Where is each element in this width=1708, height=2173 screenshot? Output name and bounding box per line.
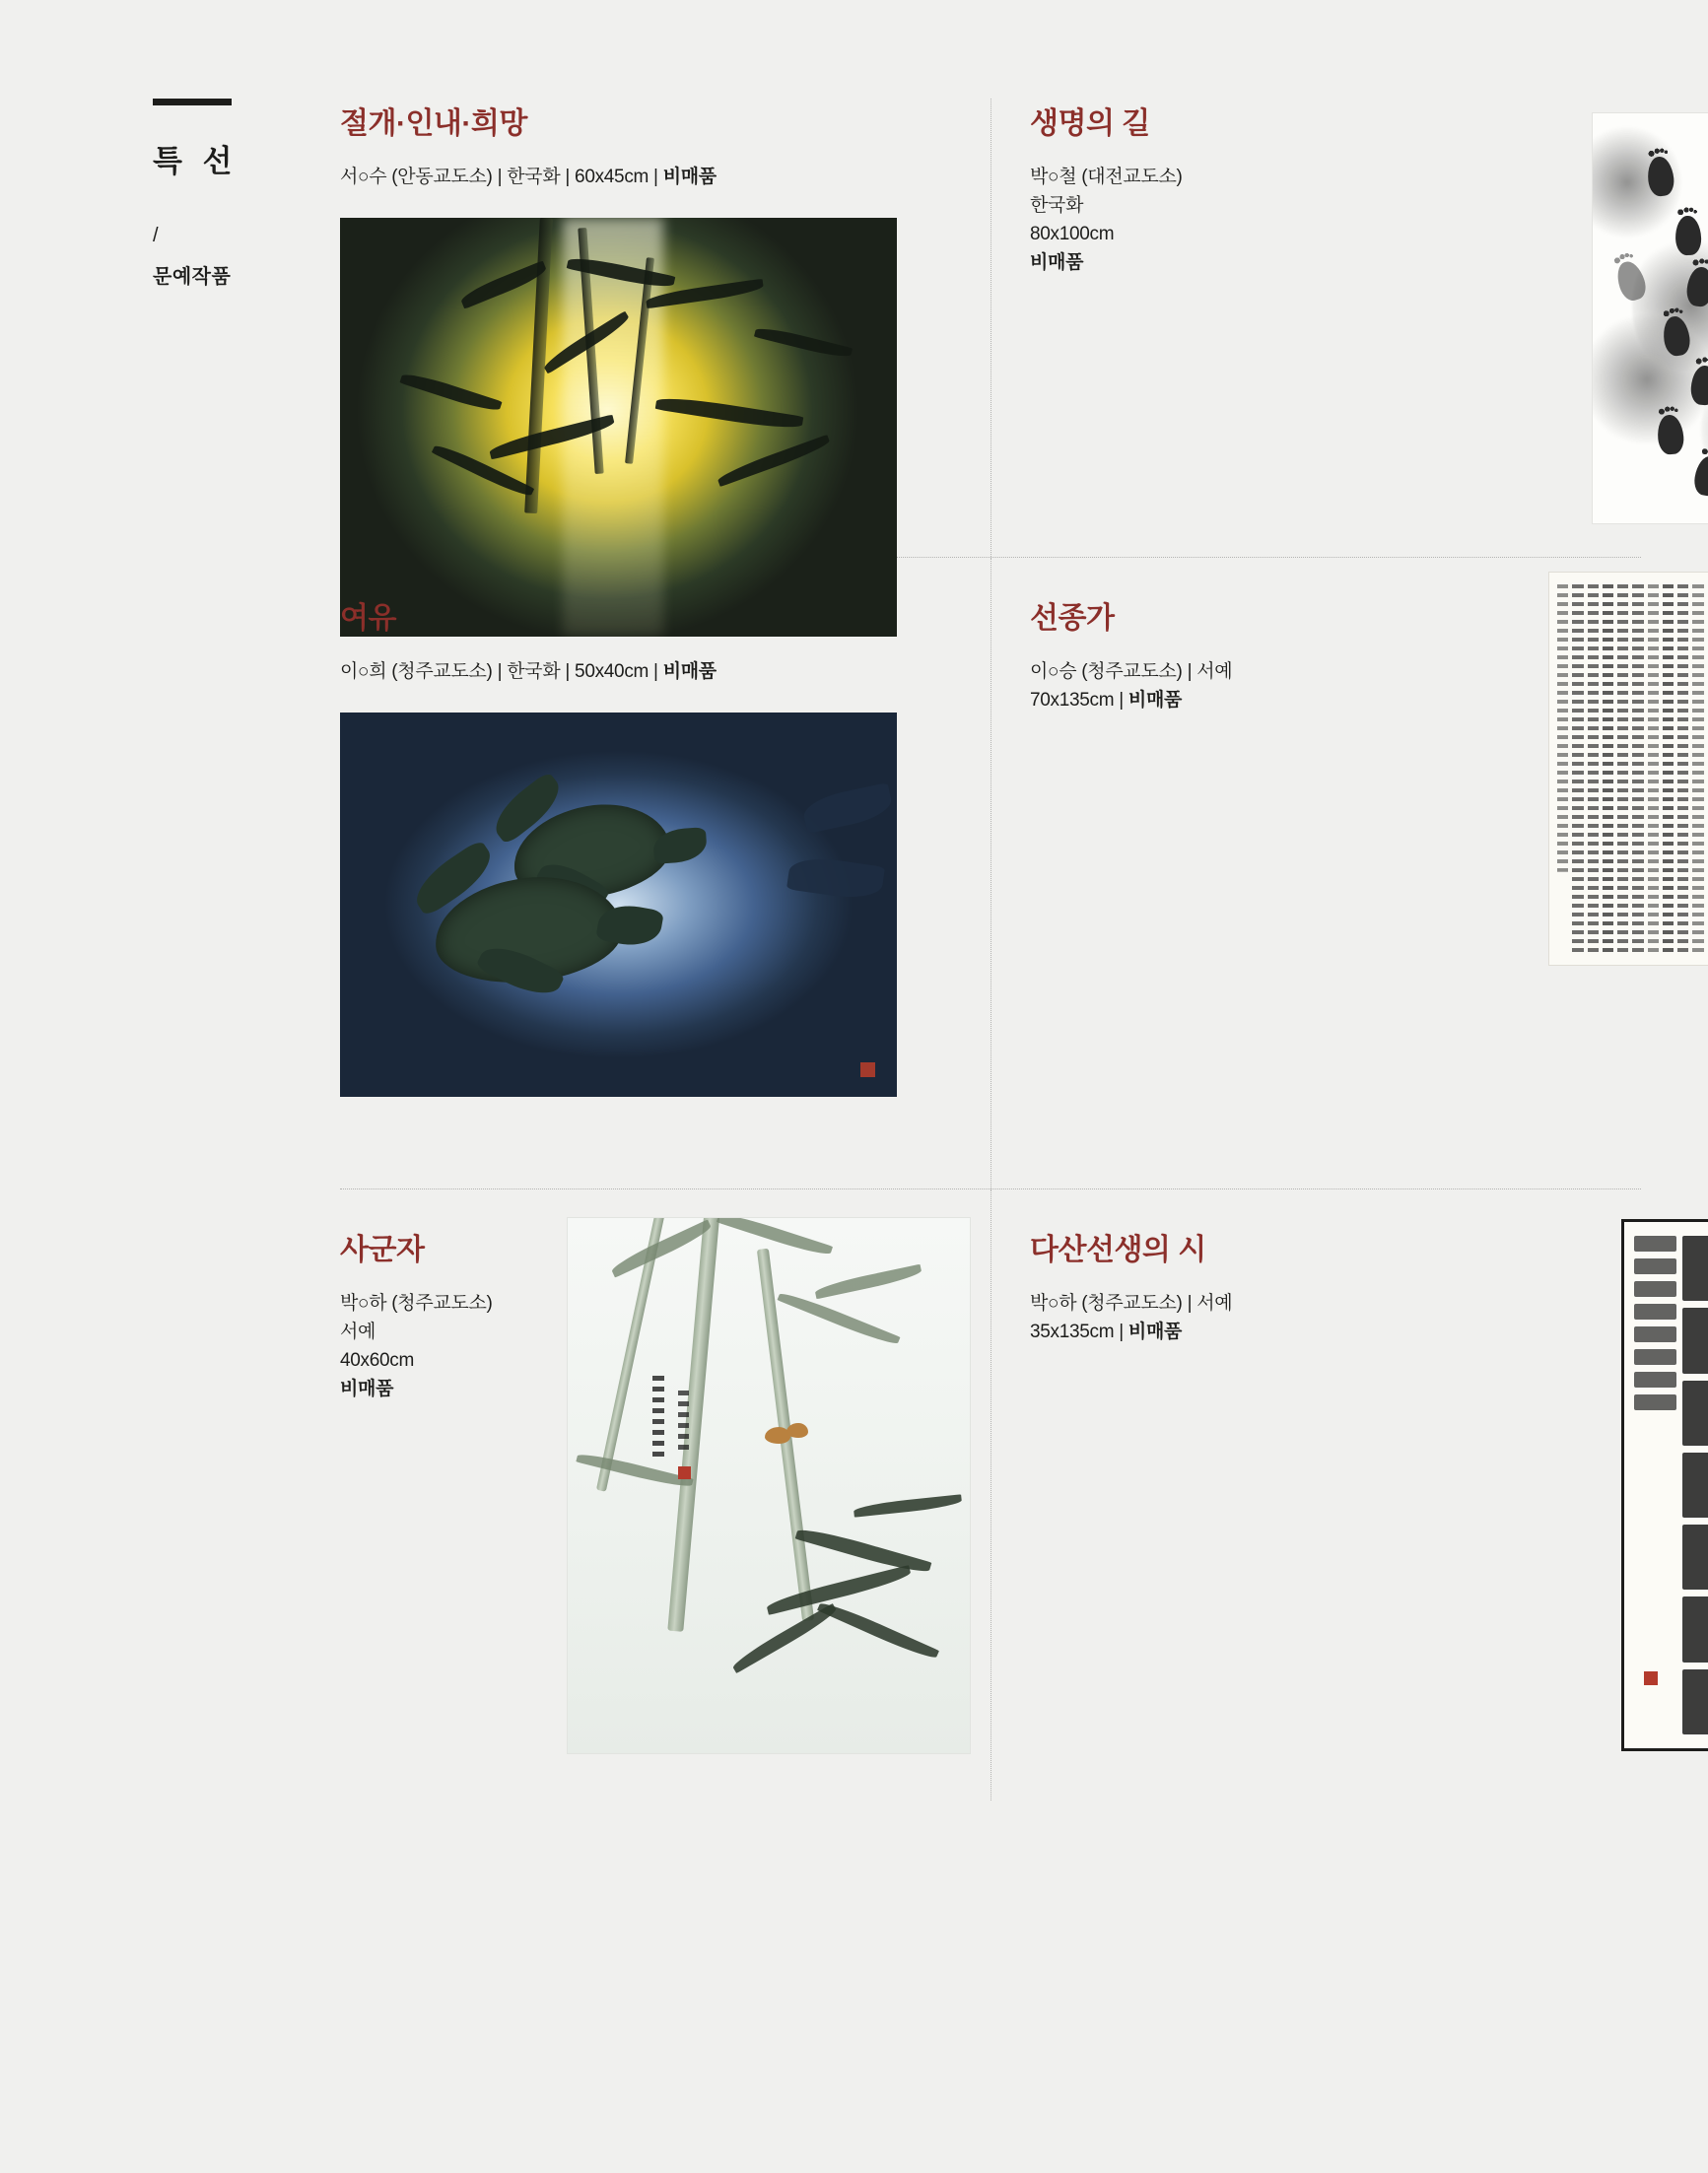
- artwork-row: [340, 558, 1641, 1188]
- signature-calligraphy: [652, 1376, 664, 1460]
- hanja-glyph: [1682, 1453, 1708, 1518]
- artwork-size: 40x60cm: [340, 1349, 414, 1371]
- bamboo-leaf: [777, 1289, 900, 1348]
- artwork-size: 35x135cm: [1030, 1321, 1115, 1342]
- section-divider-slash: /: [153, 225, 159, 247]
- footprint: [1674, 216, 1701, 256]
- artwork-artist: 이○승 (청주교도소): [1030, 661, 1183, 682]
- section-subtitle: 문예작품: [153, 266, 232, 289]
- artwork-meta: [1030, 1290, 1641, 1347]
- meta-separator: |: [565, 661, 571, 682]
- hanja-glyph: [1682, 1596, 1708, 1662]
- bamboo-leaf: [814, 1264, 922, 1300]
- meta-separator: |: [653, 167, 658, 187]
- artwork-sale-status: 비매품: [1127, 689, 1183, 711]
- artwork-card-seonjongga: [991, 593, 1641, 1188]
- artwork-meta: [340, 164, 961, 192]
- background-fish: [800, 782, 894, 834]
- calligraphy-column: [1557, 584, 1568, 953]
- footprint: [1692, 454, 1708, 498]
- artwork-meta: [1030, 164, 1641, 278]
- hanja-poem-scroll: [1621, 1219, 1708, 1751]
- bamboo-leaf: [754, 324, 853, 361]
- hanja-glyph: [1634, 1258, 1676, 1274]
- artist-seal: [678, 1466, 691, 1479]
- artwork-grid: [340, 99, 1641, 1800]
- meta-separator: |: [653, 661, 658, 682]
- hanja-glyph: [1634, 1326, 1676, 1342]
- meta-separator: |: [1187, 661, 1193, 682]
- artwork-category: 한국화: [507, 661, 561, 682]
- meta-separator: |: [1119, 689, 1124, 711]
- meta-separator: |: [497, 167, 503, 187]
- calligraphy-column: [1617, 584, 1628, 953]
- artwork-artist: 박○하 (청주교도소): [1030, 1293, 1183, 1314]
- section-title: 특 선: [153, 144, 239, 178]
- artwork-image-wrap: [1548, 572, 1708, 966]
- sea-turtles-painting: [340, 713, 897, 1097]
- artwork-card-jeolgae: [340, 99, 991, 557]
- artwork-size: 50x40cm: [575, 661, 649, 682]
- hanja-glyph: [1682, 1669, 1708, 1734]
- bamboo-leaf: [854, 1494, 963, 1517]
- artwork-title: 생명의 길: [1030, 107, 1150, 140]
- hanja-glyph: [1682, 1381, 1708, 1446]
- hanja-glyph: [1682, 1525, 1708, 1590]
- artwork-category: 서예: [340, 1321, 376, 1342]
- bamboo-leaf: [716, 435, 831, 487]
- artwork-sale-status: 비매품: [340, 1378, 394, 1399]
- artist-seal: [860, 1062, 875, 1077]
- artwork-artist: 박○하 (청주교도소): [340, 1293, 493, 1314]
- bamboo-stalk: [667, 1217, 719, 1632]
- calligraphy-columns: [1557, 584, 1708, 953]
- calligraphy-column: [1692, 584, 1703, 953]
- artwork-title: 사군자: [340, 1234, 425, 1266]
- artwork-sale-status: 비매품: [1030, 251, 1084, 273]
- artwork-artist: 박○철 (대전교도소): [1030, 167, 1183, 187]
- artwork-size: 60x45cm: [575, 167, 649, 187]
- calligraphy-column: [1603, 584, 1613, 953]
- hanja-glyph: [1634, 1304, 1676, 1320]
- hanja-glyph: [1634, 1349, 1676, 1365]
- section-rule: [153, 99, 232, 105]
- artwork-row: [340, 1189, 1641, 1800]
- artwork-artist: 이○희 (청주교도소): [340, 661, 493, 682]
- artwork-sale-status: 비매품: [662, 661, 717, 682]
- hanja-columns: [1634, 1236, 1708, 1734]
- calligraphy-column: [1648, 584, 1659, 953]
- artwork-title: 절개·인내·희망: [340, 107, 527, 140]
- section-rail: [153, 99, 330, 289]
- artwork-card-yeoyu: [340, 593, 991, 1188]
- hanja-glyph: [1634, 1236, 1676, 1252]
- artwork-sale-status: 비매품: [662, 167, 717, 187]
- artwork-image-wrap: [1592, 112, 1708, 524]
- artwork-title: 여유: [340, 602, 396, 635]
- calligraphy-column: [1663, 584, 1674, 953]
- background-fish: [786, 853, 885, 902]
- hanja-glyph: [1682, 1308, 1708, 1373]
- artwork-category: 한국화: [1030, 194, 1084, 216]
- artwork-sale-status: 비매품: [1127, 1321, 1183, 1342]
- artwork-card-dasan: [991, 1225, 1641, 1800]
- hanja-glyph: [1634, 1281, 1676, 1297]
- artwork-title: 선종가: [1030, 602, 1115, 635]
- hanja-glyph: [1682, 1236, 1708, 1301]
- spacer: [1634, 1417, 1676, 1734]
- bamboo-leaf: [717, 1217, 833, 1258]
- signature-calligraphy: [678, 1391, 689, 1456]
- bamboo-leaf: [576, 1451, 693, 1491]
- meta-separator: |: [565, 167, 571, 187]
- hanja-glyph: [1634, 1372, 1676, 1388]
- meta-separator: |: [1119, 1321, 1124, 1342]
- artwork-size: 80x100cm: [1030, 223, 1115, 244]
- artwork-artist: 서○수 (안동교도소): [340, 167, 493, 187]
- artwork-size: 70x135cm: [1030, 689, 1115, 711]
- hanja-column-signature: [1634, 1236, 1676, 1734]
- artwork-image-wrap: [340, 713, 961, 1097]
- artwork-category: 한국화: [507, 167, 561, 187]
- artwork-image-wrap: [1621, 1219, 1708, 1751]
- artist-seal: [1644, 1671, 1658, 1685]
- artwork-card-sagunja: [340, 1225, 991, 1800]
- artwork-category: 서예: [1196, 661, 1233, 682]
- hangul-calligraphy-scroll: [1548, 572, 1708, 966]
- bamboo-leaf: [795, 1525, 932, 1577]
- bamboo-bird-ink-painting: [567, 1217, 971, 1754]
- artwork-image-wrap: [567, 1217, 971, 1754]
- calligraphy-column: [1677, 584, 1688, 953]
- bamboo-leaf: [399, 370, 502, 415]
- artwork-row: [340, 99, 1641, 557]
- meta-separator: |: [497, 661, 503, 682]
- hanja-column: [1682, 1236, 1708, 1734]
- artwork-category: 서예: [1196, 1293, 1233, 1314]
- bamboo-leaf: [655, 393, 804, 432]
- calligraphy-column: [1572, 584, 1583, 953]
- artwork-card-saengmyeong: [991, 99, 1641, 557]
- hanja-glyph: [1634, 1394, 1676, 1410]
- meta-separator: |: [1187, 1293, 1193, 1314]
- bird: [786, 1423, 808, 1438]
- artwork-meta: [340, 658, 961, 687]
- calligraphy-column: [1588, 584, 1599, 953]
- artwork-title: 다산선생의 시: [1030, 1234, 1206, 1266]
- bamboo-leaf: [730, 1603, 839, 1673]
- calligraphy-column: [1632, 584, 1643, 953]
- footprints-cross-ink-scroll: [1592, 112, 1708, 524]
